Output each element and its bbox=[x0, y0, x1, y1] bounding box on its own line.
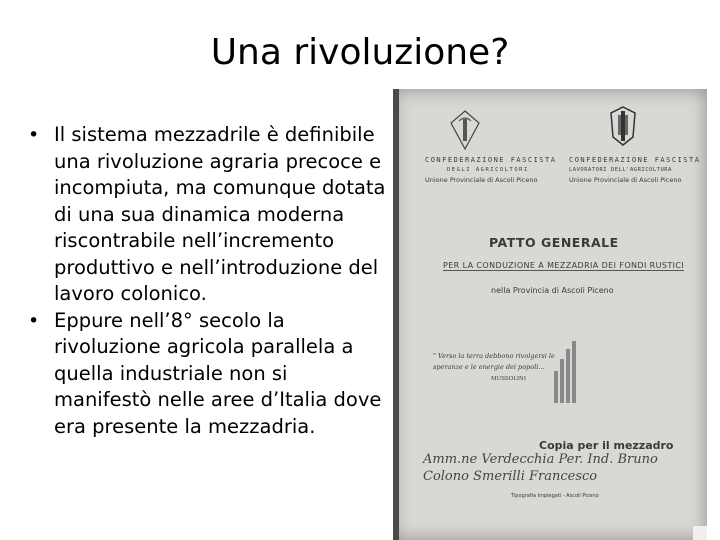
handwritten-line-2: Colono Smerilli Francesco bbox=[423, 469, 598, 484]
document-heading: PATTO GENERALE bbox=[489, 235, 619, 250]
right-org-sub: LAVORATORI DELL'AGRICOLTURA bbox=[569, 167, 672, 173]
bullet-text: Il sistema mezzadrile è definibile una rivoluzione agraria precoce e incompiuta, ma comunque dotata di una sua dinamica moderna riscontrabile nell’incremento produttivo e nell’introduzione del lavoro colonico. bbox=[54, 123, 386, 305]
left-org-name: CONFEDERAZIONE FASCISTA bbox=[425, 156, 557, 164]
slide-title: Una rivoluzione? bbox=[210, 32, 510, 73]
copy-label: Copia per il mezzadro bbox=[539, 439, 674, 452]
bullet-item bbox=[28, 122, 388, 308]
right-org-name: CONFEDERAZIONE FASCISTA bbox=[569, 156, 701, 164]
left-org-sub: DEGLI AGRICOLTORI bbox=[447, 167, 529, 173]
document-quote bbox=[433, 351, 563, 385]
quote-text: " Verso la terra debbono rivolgersi le speranze e le energie dei popoli... bbox=[433, 352, 555, 371]
quote-author: MUSSOLINI bbox=[491, 376, 527, 382]
decorative-bars-icon bbox=[553, 341, 579, 403]
right-org-unit: Unione Provinciale di Ascoli Piceno bbox=[569, 176, 682, 184]
document-subheading: PER LA CONDUZIONE A MEZZADRIA DEI FONDI RUSTICI bbox=[443, 261, 685, 270]
fasces-emblem-right-icon bbox=[608, 105, 638, 147]
bullet-dot-icon: • bbox=[28, 309, 40, 332]
fasces-emblem-left-icon bbox=[448, 109, 482, 151]
document-photo bbox=[393, 89, 707, 540]
document-province-line: nella Provincia di Ascoli Piceno bbox=[491, 286, 614, 295]
left-organization bbox=[425, 155, 556, 185]
handwritten-line-1: Amm.ne Verdecchia Per. Ind. Bruno bbox=[423, 452, 658, 467]
document-left-edge bbox=[393, 89, 399, 540]
left-org-unit: Unione Provinciale di Ascoli Piceno bbox=[425, 176, 538, 184]
bullet-dot-icon: • bbox=[28, 124, 40, 146]
printer-credit: Tipografia Impiegati - Ascoli Piceno bbox=[511, 493, 599, 499]
right-organization bbox=[569, 155, 700, 185]
bullet-list bbox=[28, 122, 388, 440]
bullet-item bbox=[28, 308, 388, 441]
bullet-text: Eppure nell’8° secolo la rivoluzione agricola parallela a quella industriale non si manifestò nelle aree d’Italia dove era presente la mezzadria. bbox=[54, 308, 382, 438]
document-corner bbox=[693, 526, 707, 540]
